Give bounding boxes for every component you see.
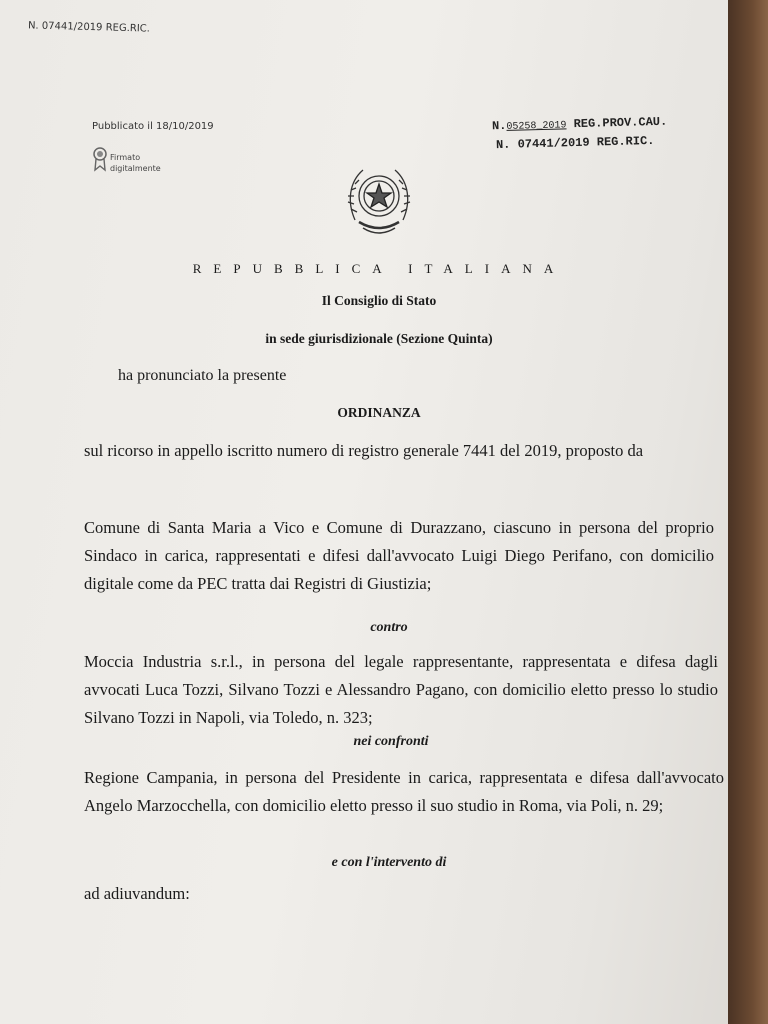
reg-prov-cau	[492, 115, 668, 134]
reg-prov-number: 05258_2019	[506, 120, 567, 133]
signed-label	[110, 152, 161, 174]
regione-paragraph: Regione Campania, in persona del Presidente in carica, rappresentata e difesa dall'avvocato Angelo Marzocchella, con domicilio eletto presso il suo studio in Roma, via Poli, n. 29;	[84, 768, 724, 815]
court-section: in sede giurisdizionale (Sezione Quinta)	[265, 331, 493, 346]
signed-line-1: Firmato	[110, 153, 141, 162]
reg-prov-prefix: N.	[491, 118, 507, 134]
intro-text: ha pronunciato la presente	[118, 367, 287, 384]
desk-background	[728, 0, 768, 1024]
ordinanza-heading: ORDINANZA	[337, 405, 421, 420]
confronti-heading: nei confronti	[353, 734, 429, 749]
signature-ribbon-icon	[92, 146, 108, 172]
signed-line-2: digitalmente	[110, 164, 161, 173]
ricorso-paragraph: sul ricorso in appello iscritto numero di registro generale 7441 del 2019, proposto da	[84, 441, 644, 460]
appellants-paragraph: Comune di Santa Maria a Vico e Comune di Durazzano, ciascuno in persona del proprio Sindaco in carica, rappresentati e difesi dall'avvocato Luigi Diego Perifano, con domicilio digitale come da PEC tratta dai Registri di Giustizia;	[84, 518, 714, 593]
adiuvandum-text: ad adiuvandum:	[84, 884, 190, 903]
contro-heading: contro	[370, 620, 408, 635]
court-name: Il Consiglio di Stato	[321, 293, 437, 308]
republic-heading: REPUBBLICA ITALIANA	[192, 261, 566, 276]
reg-ric-right: N. 07441/2019 REG.RIC.	[495, 133, 655, 153]
published-date: Pubblicato il 18/10/2019	[92, 121, 214, 132]
intervento-heading: e con l'intervento di	[331, 855, 447, 870]
reg-ric-top-left: N. 07441/2019 REG.RIC.	[27, 20, 151, 35]
reg-prov-suffix: REG.PROV.CAU.	[573, 114, 668, 132]
republic-emblem-icon	[345, 162, 413, 242]
respondent-paragraph: Moccia Industria s.r.l., in persona del legale rappresentante, rappresentata e difesa dagli avvocati Luca Tozzi, Silvano Tozzi e Alessandro Pagano, con domicilio eletto presso lo studio Silvano Tozzi in Napoli, via Toledo, n. 323;	[84, 652, 718, 727]
